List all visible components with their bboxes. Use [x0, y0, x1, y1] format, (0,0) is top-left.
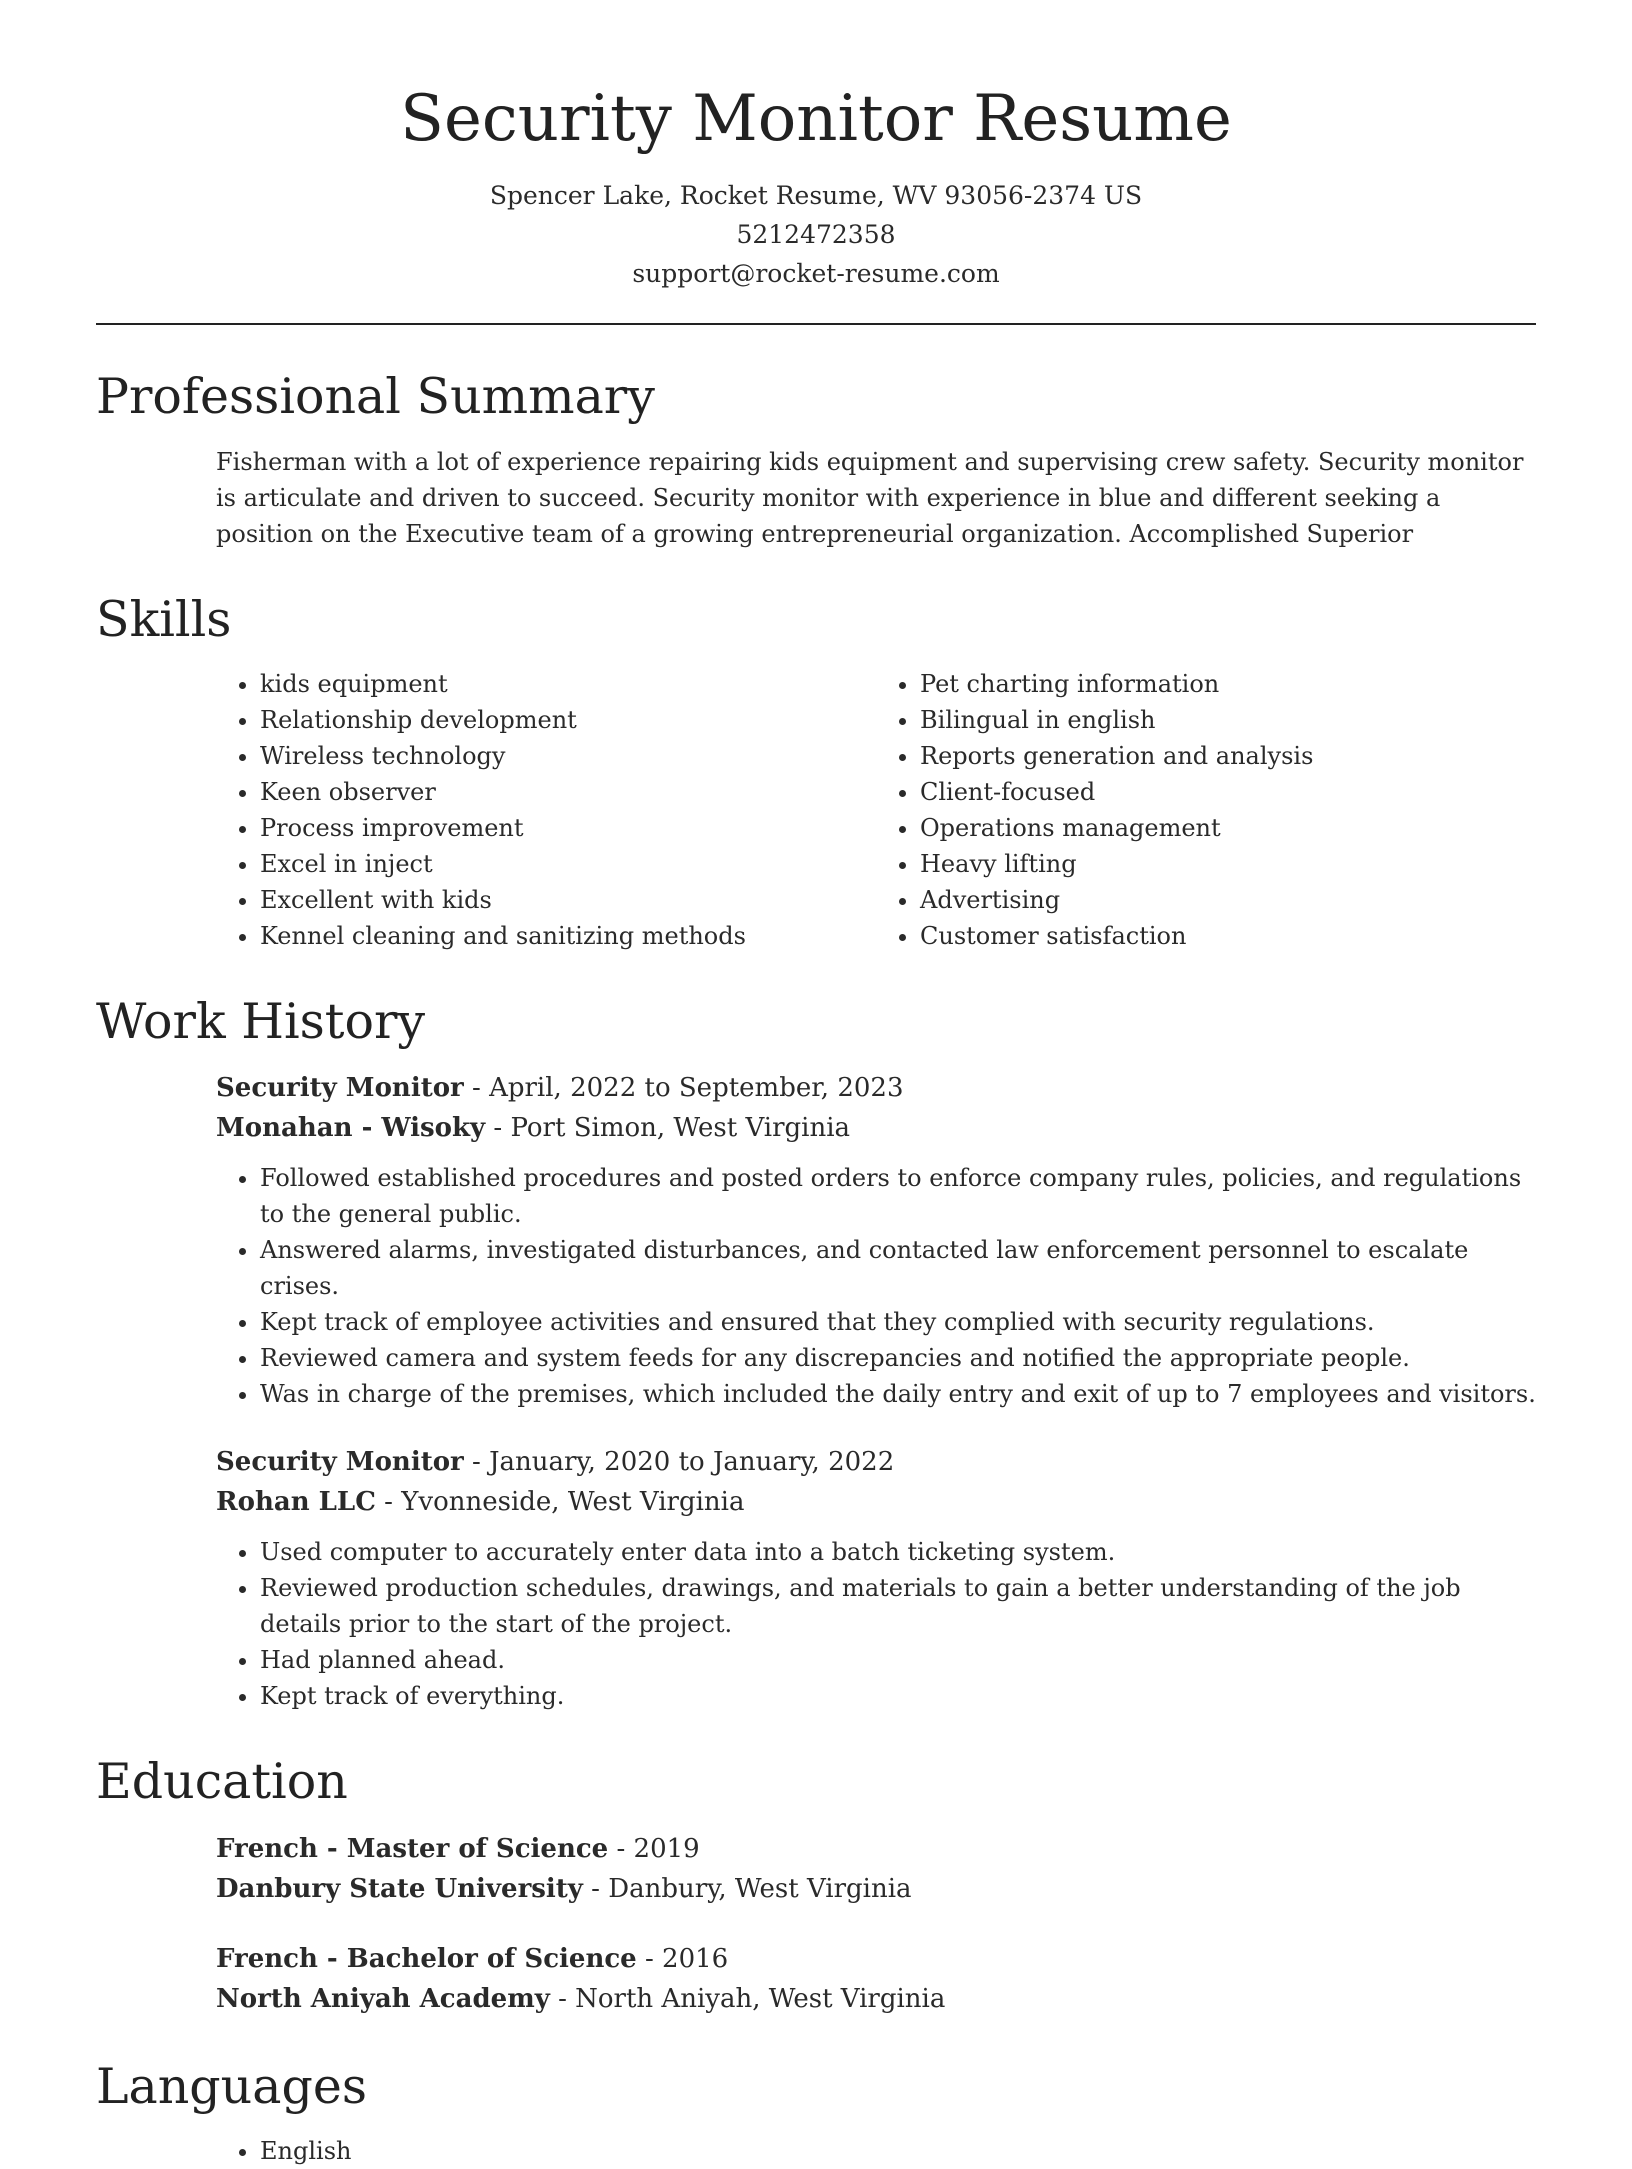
education-degree-line [216, 1939, 1536, 1979]
skill-item: • Relationship development [260, 702, 876, 738]
languages-heading: Languages [96, 2057, 367, 2115]
skill-item: • Operations management [920, 810, 1536, 846]
page-title: Security Monitor Resume [400, 82, 1232, 156]
job-company-line [216, 1108, 1536, 1148]
education-heading: Education [96, 1753, 348, 1811]
job-duty: • Used computer to accurately enter data into a batch ticketing system. [260, 1534, 1536, 1570]
skill-item: • kids equipment [260, 666, 876, 702]
education-year: - 2016 [636, 1943, 729, 1974]
resume-content [0, 369, 1632, 2169]
job-title: Security Monitor [216, 1073, 464, 1104]
job-duty: • Kept track of everything. [260, 1678, 1536, 1714]
job-location: - Yvonneside, West Virginia [375, 1487, 745, 1518]
skill-item: • Bilingual in english [920, 702, 1536, 738]
contact-email: support@rocket-resume.com [632, 259, 1000, 289]
skill-item: • Wireless technology [260, 738, 876, 774]
work-history-section [96, 1068, 1536, 1714]
job-duty: • Reviewed camera and system feeds for any discrepancies and notified the appropriate people. [260, 1340, 1536, 1376]
job-duties-list [216, 1534, 1536, 1714]
education-school-line [216, 1979, 1536, 2019]
skill-item: • Reports generation and analysis [920, 738, 1536, 774]
skills-heading: Skills [96, 590, 232, 648]
job-duty: • Was in charge of the premises, which included the daily entry and exit of up to 7 employees and visitors. [260, 1376, 1536, 1412]
languages-list [216, 2133, 1536, 2169]
skill-item: • Keen observer [260, 774, 876, 810]
header-divider [96, 323, 1536, 325]
education-school: Danbury State University [216, 1873, 583, 1904]
skills-list-left [216, 666, 876, 954]
education-entry [216, 1829, 1536, 1909]
job-duty: • Kept track of employee activities and ensured that they complied with security regulations. [260, 1304, 1536, 1340]
job-title-line [216, 1442, 1536, 1482]
job-title-line [216, 1068, 1536, 1108]
education-location: - North Aniyah, West Virginia [549, 1983, 946, 2014]
resume-header [0, 0, 1632, 293]
skill-item: • Excel in inject [260, 846, 876, 882]
job-duty: • Reviewed production schedules, drawings, and materials to gain a better understanding of the job details prior to the start of the project. [260, 1570, 1536, 1642]
education-degree-line [216, 1829, 1536, 1869]
job-duty: • Answered alarms, investigated disturbances, and contacted law enforcement personnel to escalate crises. [260, 1232, 1536, 1304]
education-section [96, 1829, 1536, 2019]
job-company: Rohan LLC [216, 1487, 376, 1518]
job-duties-list [216, 1160, 1536, 1412]
skill-item: • Excellent with kids [260, 882, 876, 918]
work-history-heading: Work History [96, 993, 426, 1051]
summary-section [96, 444, 1536, 552]
job-company: Monahan - Wisoky [216, 1113, 486, 1144]
job-entry [216, 1068, 1536, 1412]
education-entry [216, 1939, 1536, 2019]
skills-list-right [876, 666, 1536, 954]
education-degree: French - Bachelor of Science [216, 1943, 637, 1974]
skill-item: • Kennel cleaning and sanitizing methods [260, 918, 876, 954]
education-school-line [216, 1869, 1536, 1909]
job-title: Security Monitor [216, 1447, 464, 1478]
skills-section [96, 666, 1536, 954]
skill-item: • Pet charting information [920, 666, 1536, 702]
education-school: North Aniyah Academy [216, 1983, 550, 2014]
language-item: • English [260, 2133, 1536, 2169]
summary-text: Fisherman with a lot of experience repairing kids equipment and supervising crew safety. Security monitor is articulate and driven to succeed. Security monitor with experience in blue and different seeking a position on the Executive team of a growing entrepreneurial organization. Accomplished Superior [216, 447, 1524, 548]
skill-item: • Process improvement [260, 810, 876, 846]
summary-heading: Professional Summary [96, 368, 655, 426]
job-entry [216, 1442, 1536, 1714]
skill-item: • Customer satisfaction [920, 918, 1536, 954]
skill-item: • Advertising [920, 882, 1536, 918]
education-year: - 2019 [608, 1833, 700, 1864]
job-location: - Port Simon, West Virginia [485, 1113, 851, 1144]
job-company-line [216, 1482, 1536, 1522]
job-dates: - January, 2020 to January, 2022 [463, 1447, 895, 1478]
job-duty: • Had planned ahead. [260, 1642, 1536, 1678]
job-dates: - April, 2022 to September, 2023 [463, 1073, 904, 1104]
skill-item: • Client-focused [920, 774, 1536, 810]
contact-phone: 5212472358 [736, 220, 896, 250]
education-location: - Danbury, West Virginia [582, 1873, 912, 1904]
education-degree: French - Master of Science [216, 1833, 609, 1864]
job-duty: • Followed established procedures and posted orders to enforce company rules, policies, and regulations to the general public. [260, 1160, 1536, 1232]
contact-address: Spencer Lake, Rocket Resume, WV 93056-2374 US [489, 181, 1143, 211]
languages-section [96, 2133, 1536, 2169]
skill-item: • Heavy lifting [920, 846, 1536, 882]
